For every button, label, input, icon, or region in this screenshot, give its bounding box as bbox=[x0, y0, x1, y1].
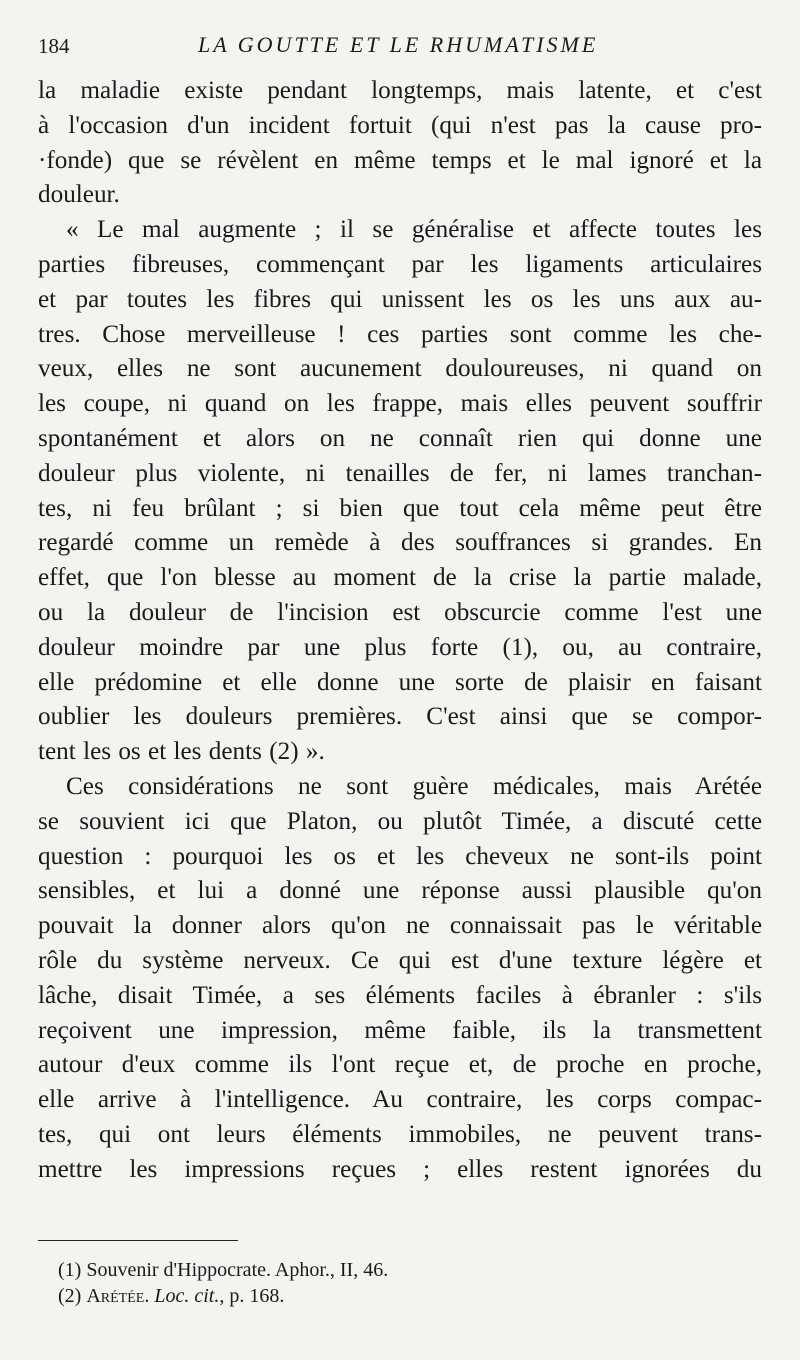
text-line: regardé comme un remède à des souffrances si grandes. En bbox=[38, 529, 762, 557]
footnote-1 bbox=[38, 1257, 762, 1283]
text-line: les coupe, ni quand on les frappe, mais elles peuvent souffrir bbox=[38, 390, 762, 418]
text-line: ou la douleur de l'incision est obscurcie comme l'est une bbox=[38, 598, 762, 626]
text-line: pouvait la donner alors qu'on ne connaissait pas le véritable bbox=[38, 912, 762, 940]
text-line: elle arrive à l'intelligence. Au contraire, les corps compac- bbox=[38, 1086, 762, 1114]
text-line: tent les os et les dents (2) ». bbox=[38, 738, 325, 766]
text-line: douleur plus violente, ni tenailles de fer, ni lames tranchan- bbox=[38, 459, 762, 487]
text-line: lâche, disait Timée, a ses éléments faciles à ébranler : s'ils bbox=[38, 981, 762, 1009]
footnote-work: Loc. cit. bbox=[154, 1284, 220, 1307]
text-line: « Le mal augmente ; il se généralise et affecte toutes les bbox=[66, 216, 762, 244]
text-line: Ces considérations ne sont guère médicales, mais Arétée bbox=[66, 772, 762, 800]
text-line: ·fonde) que se révèlent en même temps et le mal ignoré et la bbox=[38, 146, 762, 174]
text-line: rôle du système nerveux. Ce qui est d'une texture légère et bbox=[38, 946, 762, 974]
text-line: tes, qui ont leurs éléments immobiles, ne peuvent trans- bbox=[38, 1120, 762, 1148]
text-line: veux, elles ne sont aucunement douloureuses, ni quand on bbox=[38, 355, 762, 383]
text-line: mettre les impressions reçues ; elles restent ignorées du bbox=[38, 1155, 762, 1183]
running-head bbox=[38, 30, 762, 72]
text-line: et par toutes les fibres qui unissent les os les uns aux au- bbox=[38, 285, 762, 313]
text-line: se souvient ici que Platon, ou plutôt Timée, a discuté cette bbox=[38, 807, 762, 835]
page-number: 184 bbox=[38, 34, 70, 58]
text-line: douleur. bbox=[38, 181, 120, 209]
text-line: parties fibreuses, commençant par les ligaments articulaires bbox=[38, 250, 762, 278]
text-line: elle prédomine et elle donne une sorte de plaisir en faisant bbox=[38, 668, 762, 696]
footnote-page: , p. 168. bbox=[219, 1284, 285, 1307]
text-line: reçoivent une impression, même faible, ils la transmettent bbox=[38, 1016, 762, 1044]
body-text bbox=[38, 74, 762, 1188]
footnote-author: Arétée. bbox=[86, 1284, 150, 1307]
text-line: douleur moindre par une plus forte (1), ou, au contraire, bbox=[38, 633, 762, 661]
text-line: autour d'eux comme ils l'ont reçue et, de proche en proche, bbox=[38, 1051, 762, 1079]
text-line: tres. Chose merveilleuse ! ces parties sont comme les che- bbox=[38, 320, 762, 348]
text-line: tes, ni feu brûlant ; si bien que tout cela même peut être bbox=[38, 494, 762, 522]
footnotes bbox=[38, 1257, 762, 1309]
text-line: question : pourquoi les os et les cheveux ne sont-ils point bbox=[38, 842, 762, 870]
running-title: LA GOUTTE ET LE RHUMATISME bbox=[198, 32, 599, 57]
text-line: la maladie existe pendant longtemps, mais latente, et c'est bbox=[38, 77, 762, 104]
footnote-marker: (2) bbox=[58, 1284, 82, 1307]
text-line: effet, que l'on blesse au moment de la crise la partie malade, bbox=[38, 564, 762, 592]
text-line: oublier les douleurs premières. C'est ainsi que se compor- bbox=[38, 703, 762, 731]
text-line: sensibles, et lui a donné une réponse aussi plausible qu'on bbox=[38, 877, 762, 905]
footnote-rule bbox=[38, 1240, 238, 1241]
footnote-text: Souvenir d'Hippocrate. Aphor., II, 46. bbox=[86, 1258, 389, 1281]
footnote-marker: (1) bbox=[58, 1258, 82, 1281]
footnote-2 bbox=[38, 1283, 762, 1309]
text-line: à l'occasion d'un incident fortuit (qui n'est pas la cause pro- bbox=[38, 111, 762, 139]
text-line: spontanément et alors on ne connaît rien qui donne une bbox=[38, 424, 762, 452]
